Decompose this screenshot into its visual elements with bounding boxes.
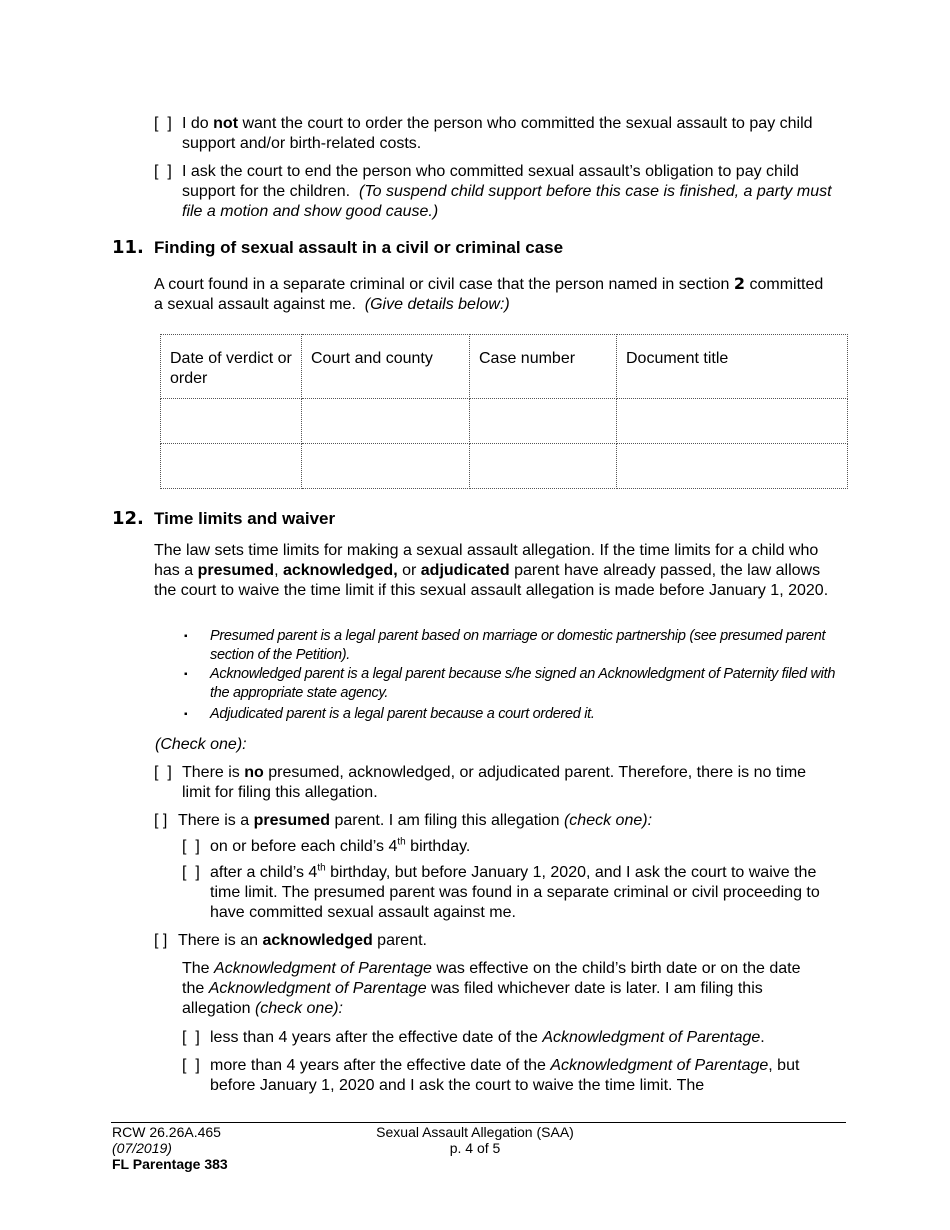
form-date: (07/2019): [112, 1140, 172, 1156]
cell-court-and-county[interactable]: [302, 399, 470, 444]
cell-document-title[interactable]: [617, 399, 848, 444]
option-less-than-4-years: less than 4 years after the effective date of the Acknowledgment of Parentage.: [210, 1029, 765, 1046]
checkbox-acknowledged-parent[interactable]: [ ]: [154, 932, 168, 949]
page-number: p. 4 of 5: [449, 1140, 501, 1156]
header-case-number: Case number: [470, 335, 617, 399]
footer-center: [350, 1124, 600, 1156]
checkbox-less-than-4-years[interactable]: [ ]: [182, 1029, 200, 1046]
section-11-heading: [112, 237, 564, 259]
checkbox-end-support-obligation[interactable]: [ ]: [154, 163, 172, 180]
statute-reference: RCW 26.26A.465: [112, 1124, 221, 1140]
table-header-row: [161, 335, 848, 399]
cell-date-of-verdict[interactable]: [161, 399, 302, 444]
bullet-icon: ▪: [184, 709, 188, 720]
acknowledgment-paragraph: The Acknowledgment of Parentage was effective on the child’s birth date or on the date the Acknowledgment of Parentage was filed whichever date is later. I am filing this allegation (check one):: [182, 960, 801, 1017]
verdict-details-table: [160, 334, 848, 489]
section-ref: 2: [733, 274, 746, 293]
option-presumed-parent: There is a presumed parent. I am filing this allegation (check one):: [178, 812, 653, 829]
checkbox-before-4th-birthday[interactable]: [ ]: [182, 838, 200, 855]
cell-case-number[interactable]: [470, 444, 617, 489]
form-id: FL Parentage 383: [112, 1156, 228, 1172]
checkbox-presumed-parent[interactable]: [ ]: [154, 812, 168, 829]
section-12-title: Time limits and waiver: [154, 509, 336, 528]
option-end-support-obligation: I ask the court to end the person who committed sexual assault’s obligation to pay child support for the children. (To suspend child support before this case is finished, a party must file a motion and show good cause.): [182, 163, 832, 220]
table-row: [161, 399, 848, 444]
checkbox-more-than-4-years[interactable]: [ ]: [182, 1057, 200, 1074]
option-more-than-4-years: more than 4 years after the effective date of the Acknowledgment of Parentage, but before January 1, 2020 and I ask the court to waive the time limit. The: [210, 1057, 800, 1094]
check-one-instruction: (Check one):: [155, 736, 247, 753]
section-12-intro: The law sets time limits for making a sexual assault allegation. If the time limits for a child who has a presumed, acknowledged, or adjudicated parent have already passed, the law allows the court to waive the time limit if this sexual assault allegation is made before January 1, 2020.: [154, 542, 829, 599]
section-12-heading: [112, 508, 336, 530]
cell-court-and-county[interactable]: [302, 444, 470, 489]
header-document-title: Document title: [617, 335, 848, 399]
cell-case-number[interactable]: [470, 399, 617, 444]
checkbox-not-order-support[interactable]: [ ]: [154, 115, 172, 132]
bullet-icon: ▪: [184, 669, 188, 680]
footer-divider: [111, 1122, 846, 1123]
option-before-4th-birthday: on or before each child’s 4th birthday.: [210, 836, 471, 855]
section-12-number: 12.: [112, 508, 144, 529]
checkbox-no-parent[interactable]: [ ]: [154, 764, 172, 781]
section-11-number: 11.: [112, 237, 144, 258]
section-11-title: Finding of sexual assault in a civil or criminal case: [154, 238, 564, 257]
section-11-body: A court found in a separate criminal or civil case that the person named in section 2 committed a sexual assault against me. (Give details below:): [154, 274, 824, 313]
option-after-4th-birthday: after a child’s 4th birthday, but before January 1, 2020, and I ask the court to waive the time limit. The presumed parent was found in a separate criminal or civil proceeding to have committed sexual assault against me.: [210, 862, 820, 921]
form-title: Sexual Assault Allegation (SAA): [376, 1124, 574, 1140]
header-date-of-verdict: Date of verdict or order: [161, 335, 302, 399]
option-not-order-support: I do not want the court to order the person who committed the sexual assault to pay child support and/or birth-related costs.: [182, 115, 813, 152]
option-acknowledged-parent: There is an acknowledged parent.: [178, 932, 427, 949]
header-court-and-county: Court and county: [302, 335, 470, 399]
cell-document-title[interactable]: [617, 444, 848, 489]
bullet-icon: ▪: [184, 631, 188, 642]
footer-left: [112, 1124, 228, 1172]
table-row: [161, 444, 848, 489]
checkbox-after-4th-birthday[interactable]: [ ]: [182, 864, 200, 881]
cell-date-of-verdict[interactable]: [161, 444, 302, 489]
option-no-parent: There is no presumed, acknowledged, or adjudicated parent. Therefore, there is no time limit for filing this allegation.: [182, 764, 807, 801]
